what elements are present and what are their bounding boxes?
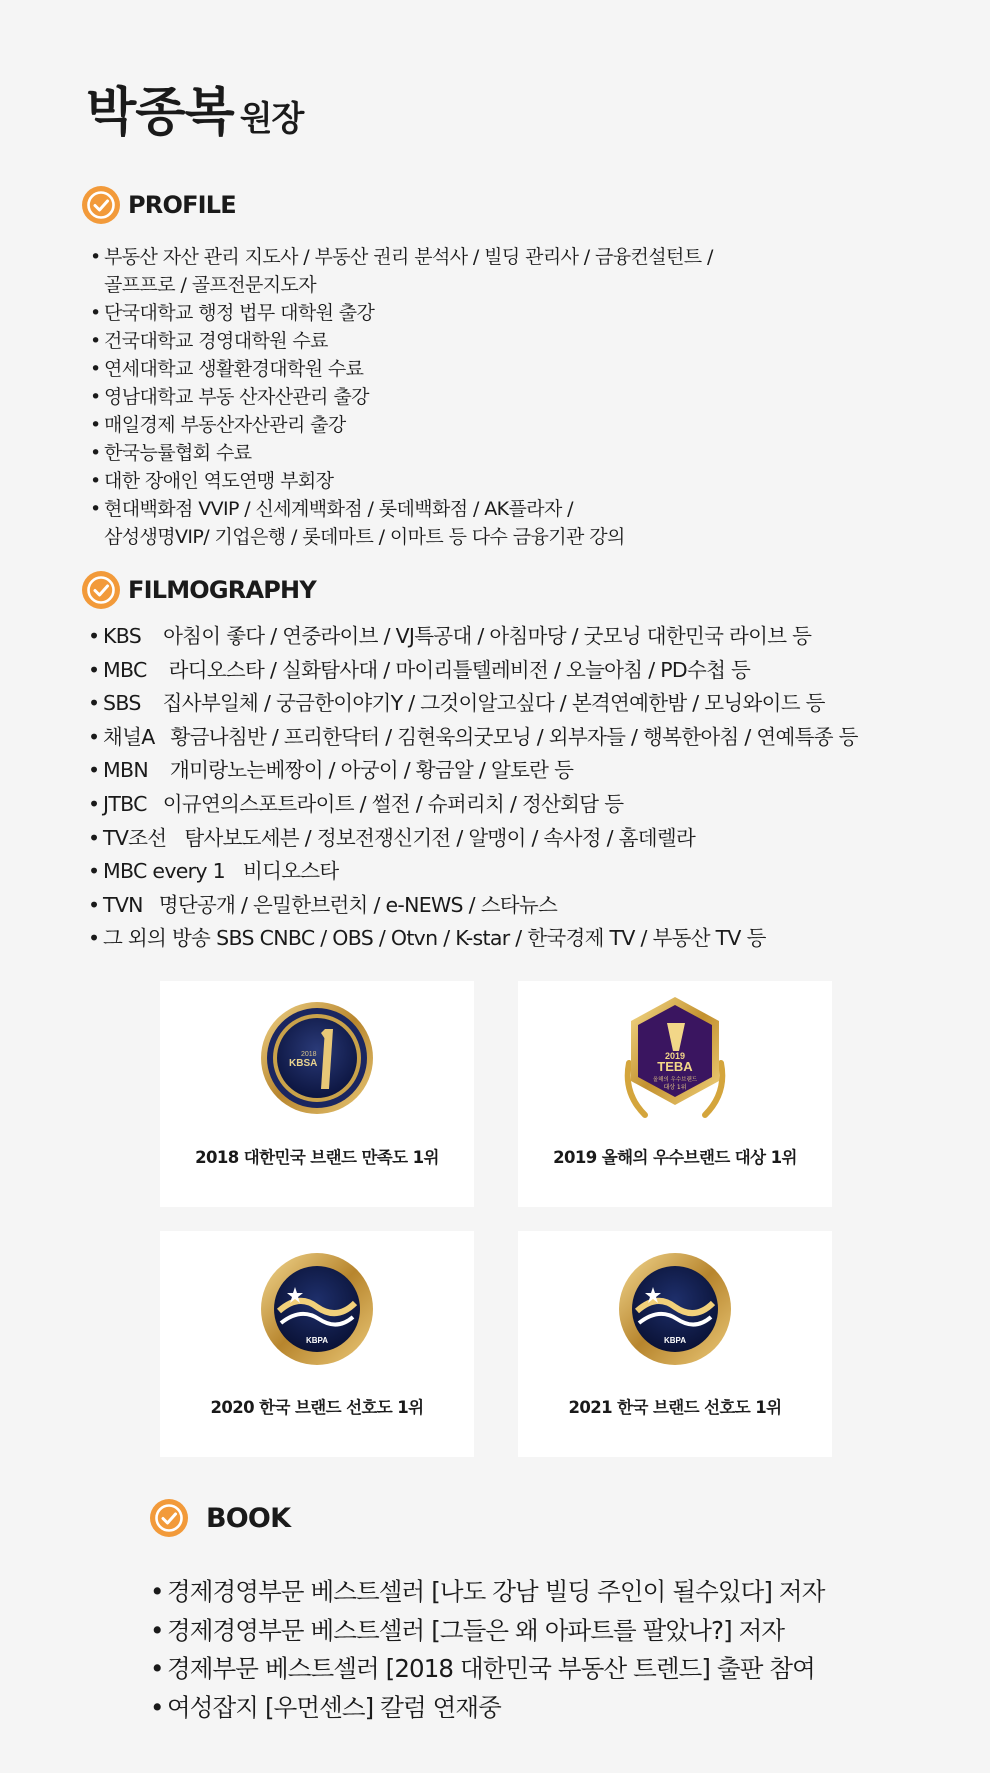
svg-text:2019: 2019 [664, 1051, 686, 1061]
filmography-label: FILMOGRAPHY [128, 576, 316, 604]
list-item [88, 654, 858, 688]
channel-name: 채널A [103, 724, 155, 749]
svg-text:KBPA: KBPA [663, 1336, 687, 1345]
book-label: BOOK [206, 1502, 291, 1534]
show-list: 명단공개 / 은밀한브런치 / e-NEWS / 스타뉴스 [158, 892, 558, 917]
show-list: 개미랑노는베짱이 / 아궁이 / 황금알 / 알토란 등 [170, 758, 574, 783]
award-card [160, 1231, 474, 1457]
svg-text:TEBA: TEBA [657, 1059, 693, 1074]
list-item: • 경제경영부문 베스트셀러 [그들은 왜 아파트를 팔았나?] 저자 [150, 1612, 824, 1651]
channel-name: TV조선 [103, 825, 167, 850]
list-item: • 부동산 자산 관리 지도사 / 부동산 권리 분석사 / 빌딩 관리사 / 금융컨설턴트 / 골프프로 / 골프전문지도자 [90, 243, 713, 299]
svg-text:KBPA: KBPA [305, 1336, 329, 1345]
medal-icon [617, 1249, 733, 1369]
list-item: • 한국능률협회 수료 [90, 439, 713, 467]
list-item: • 대한 장애인 역도연맹 부회장 [90, 467, 713, 495]
list-item: • 여성잡지 [우먼센스] 칼럼 연재중 [150, 1689, 824, 1728]
channel-name: MBC every 1 [103, 859, 225, 884]
list-item [88, 721, 858, 755]
award-caption: 2020 한국 브랜드 선호도 1위 [210, 1398, 424, 1417]
list-item: • 현대백화점 VVIP / 신세계백화점 / 롯데백화점 / AK플라자 / 삼성생명VIP/ 기업은행 / 롯데마트 / 이마트 등 다수 금융기관 강의 [90, 495, 713, 551]
channel-name: 그 외의 방송 [103, 926, 211, 951]
check-circle-icon [82, 571, 120, 609]
channel-name: MBC [103, 657, 147, 682]
person-role: 원장 [239, 99, 304, 139]
channel-name: JTBC [103, 791, 147, 816]
channel-name: SBS [103, 691, 141, 716]
show-list: 탐사보도세븐 / 정보전쟁신기전 / 알맹이 / 속사정 / 홈데렐라 [184, 825, 696, 850]
check-circle-icon [82, 186, 120, 224]
channel-name: MBN [103, 758, 148, 783]
show-list: 황금나침반 / 프리한닥터 / 김현욱의굿모닝 / 외부자들 / 행복한아침 / 연예특종 등 [170, 724, 858, 749]
profile-label: PROFILE [128, 191, 236, 219]
awards-grid [160, 981, 832, 1457]
list-item: • 매일경제 부동산자산관리 출강 [90, 411, 713, 439]
award-card [518, 981, 832, 1207]
award-caption: 2018 대한민국 브랜드 만족도 1위 [195, 1148, 439, 1167]
profile-section-header [82, 186, 236, 224]
list-item: • 경제경영부문 베스트셀러 [나도 강남 빌딩 주인이 될수있다] 저자 [150, 1573, 824, 1612]
list-item [88, 922, 858, 956]
book-list [150, 1573, 824, 1727]
award-card [160, 981, 474, 1207]
list-item: • 단국대학교 행정 법무 대학원 출강 [90, 299, 713, 327]
list-item: • 연세대학교 생활환경대학원 수료 [90, 355, 713, 383]
show-list: 집사부일체 / 궁금한이야기Y / 그것이알고싶다 / 본격연예한밤 / 모닝와이드 등 [162, 691, 825, 716]
award-card [518, 1231, 832, 1457]
medal-icon [259, 999, 375, 1117]
filmography-list [88, 620, 858, 956]
list-item: • 경제부문 베스트셀러 [2018 대한민국 부동산 트렌드] 출판 참여 [150, 1650, 824, 1689]
book-section-header [150, 1499, 290, 1537]
person-name: 박종복 [86, 83, 234, 143]
show-list: 이규연의스포트라이트 / 썰전 / 슈퍼리치 / 정산회담 등 [162, 791, 624, 816]
channel-name: TVN [103, 892, 143, 917]
list-item [88, 889, 858, 923]
list-item [88, 788, 858, 822]
list-item [88, 687, 858, 721]
check-circle-icon [150, 1499, 188, 1537]
medal-icon [259, 1249, 375, 1369]
list-item [88, 822, 858, 856]
list-item: • 건국대학교 경영대학원 수료 [90, 327, 713, 355]
show-list: SBS CNBC / OBS / Otvn / K-star / 한국경제 TV / 부동산 TV 등 [216, 926, 766, 951]
svg-text:대상 1위: 대상 1위 [663, 1084, 687, 1091]
page-title [86, 70, 303, 145]
filmography-section-header [82, 571, 316, 609]
list-item [88, 620, 858, 654]
svg-text:올해의 우수브랜드: 올해의 우수브랜드 [652, 1077, 698, 1083]
list-item: • 영남대학교 부동 산자산관리 출강 [90, 383, 713, 411]
show-list: 아침이 좋다 / 연중라이브 / VJ특공대 / 아침마당 / 굿모닝 대한민국 라이브 등 [163, 624, 812, 648]
show-list: 비디오스타 [243, 859, 339, 884]
profile-list [90, 243, 713, 551]
medal-icon [615, 993, 735, 1125]
award-caption: 2019 올해의 우수브랜드 대상 1위 [553, 1148, 797, 1167]
show-list: 라디오스타 / 실화탐사대 / 마이리틀텔레비전 / 오늘아침 / PD수첩 등 [168, 657, 751, 682]
award-caption: 2021 한국 브랜드 선호도 1위 [568, 1398, 782, 1417]
svg-text:KBSA: KBSA [289, 1058, 318, 1069]
svg-text:2018: 2018 [301, 1051, 317, 1058]
list-item [88, 754, 858, 788]
list-item [88, 855, 858, 889]
channel-name: KBS [103, 624, 142, 648]
